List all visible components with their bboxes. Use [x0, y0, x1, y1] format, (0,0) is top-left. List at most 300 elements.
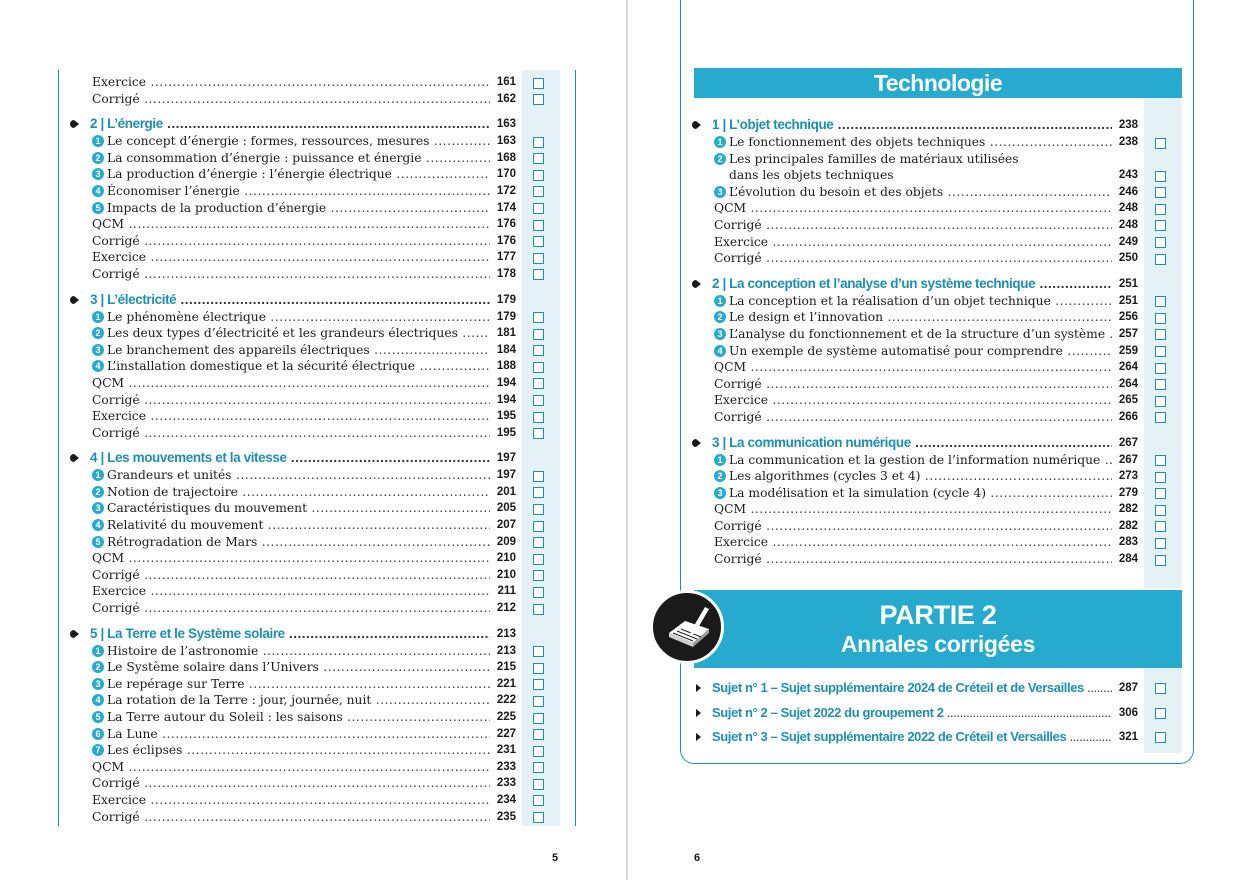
section-title — [712, 434, 1112, 452]
page-number: 273 — [1118, 470, 1138, 483]
checkbox[interactable] — [1155, 396, 1166, 407]
checkbox[interactable] — [1155, 505, 1166, 516]
entry-label — [92, 583, 490, 600]
checkbox[interactable] — [533, 236, 544, 247]
checkbox[interactable] — [1155, 187, 1166, 198]
checkbox[interactable] — [1155, 237, 1166, 248]
section-bullet-icon — [696, 733, 701, 741]
entry-text: La communication et la gestion de l’information numérique — [729, 452, 1101, 467]
toc-entry[interactable] — [74, 600, 554, 617]
page-number: 238 — [1118, 136, 1138, 148]
entry-label — [714, 485, 1112, 502]
entry-label — [714, 534, 1112, 551]
toc-entry[interactable] — [74, 375, 554, 392]
chapter-number-badge: 4 — [92, 185, 104, 197]
annale-title: Sujet n° 2 – Sujet 2022 du groupement 2 ..... — [712, 703, 1112, 723]
checkbox[interactable] — [533, 170, 544, 181]
section-bullet-icon — [74, 120, 79, 128]
page-number: 221 — [496, 677, 516, 690]
toc-entry[interactable] — [74, 500, 554, 517]
chapter-number-badge: 2 — [92, 486, 104, 498]
part-title: PARTIE 2 — [879, 600, 997, 630]
part-banner — [694, 590, 1182, 668]
chapter-number-badge: 1 — [714, 454, 726, 466]
entry-label — [714, 343, 1112, 360]
page-number: 210 — [496, 568, 516, 581]
checkbox[interactable] — [1155, 732, 1166, 743]
entry-label — [714, 409, 1112, 426]
entry-text: 5 | La Terre et le Système solaire — [90, 625, 285, 641]
toc-entry[interactable] — [696, 359, 1176, 376]
entry-text: Le branchement des appareils électriques — [107, 342, 370, 357]
toc-entry[interactable] — [696, 376, 1176, 393]
page-number: 168 — [496, 151, 516, 164]
chapter-number-badge: 1 — [92, 645, 104, 657]
page-number: 265 — [1118, 394, 1138, 407]
entry-label — [92, 759, 490, 776]
toc-entry[interactable] — [696, 534, 1176, 551]
toc-entry[interactable] — [74, 583, 554, 600]
entry-label — [92, 709, 490, 726]
checkbox[interactable] — [1155, 455, 1166, 466]
toc-entry[interactable] — [74, 567, 554, 584]
checkbox[interactable] — [1155, 204, 1166, 215]
page-number: 283 — [1118, 536, 1138, 549]
page-number: 264 — [1118, 377, 1138, 390]
entry-text: Les éclipses — [107, 743, 183, 758]
checkbox[interactable] — [1155, 379, 1166, 390]
toc-entry[interactable] — [696, 551, 1176, 568]
page-number: 170 — [496, 168, 516, 181]
page-number: 205 — [496, 502, 516, 515]
checkbox[interactable] — [533, 554, 544, 565]
section-heading[interactable] — [74, 115, 554, 133]
toc-entry[interactable] — [74, 550, 554, 567]
entry-text: 4 | Les mouvements et la vitesse — [90, 450, 287, 466]
toc-entry[interactable] — [74, 643, 554, 660]
entry-label — [714, 359, 1112, 376]
entry-label — [92, 249, 490, 266]
toc-entry[interactable] — [74, 517, 554, 534]
chapter-number-badge: 2 — [92, 152, 104, 164]
chapter-number-badge: 3 — [714, 328, 726, 340]
checkbox[interactable] — [1155, 538, 1166, 549]
toc-entry[interactable] — [696, 501, 1176, 518]
entry-label — [714, 184, 1112, 201]
entry-text: Corrigé — [714, 251, 762, 266]
checkbox[interactable] — [533, 378, 544, 389]
section-bullet-icon — [696, 121, 701, 129]
entry-text: Corrigé — [92, 567, 140, 582]
checkbox[interactable] — [533, 812, 544, 823]
checkbox[interactable] — [1155, 488, 1166, 499]
chapter-number-badge: 4 — [92, 519, 104, 531]
entry-label — [92, 425, 490, 442]
checkbox[interactable] — [533, 537, 544, 548]
toc-entry[interactable] — [74, 709, 554, 726]
entry-text: Économiser l’énergie — [107, 183, 240, 198]
section-bullet-icon — [74, 454, 79, 462]
chapter-number-badge: 2 — [714, 470, 726, 482]
chapter-number-badge: 4 — [714, 345, 726, 357]
chapter-number-badge: 3 — [92, 168, 104, 180]
page-number: 243 — [1118, 169, 1138, 182]
toc-entry[interactable] — [74, 249, 554, 266]
toc-entry[interactable] — [74, 358, 554, 375]
toc-entry — [696, 151, 1176, 168]
chapter-number-badge: 4 — [92, 360, 104, 372]
entry-text: QCM — [92, 217, 125, 232]
page-number: 231 — [496, 744, 516, 757]
toc-entry[interactable] — [74, 408, 554, 425]
checkbox[interactable] — [533, 269, 544, 280]
chapter-number-badge: 7 — [92, 744, 104, 756]
entry-text: Exercice — [714, 535, 769, 550]
page-number: 211 — [497, 585, 516, 598]
entry-label — [92, 133, 490, 150]
entry-label — [714, 518, 1112, 535]
entry-text: Corrigé — [714, 552, 762, 567]
section-heading[interactable] — [696, 275, 1176, 293]
checkbox[interactable] — [533, 587, 544, 598]
toc-entry[interactable] — [74, 74, 554, 91]
toc-entry[interactable] — [696, 343, 1176, 360]
entry-text: Grandeurs et unités — [107, 468, 232, 483]
toc-entry[interactable] — [74, 266, 554, 283]
toc-entry[interactable] — [74, 166, 554, 183]
table-of-contents-right — [696, 108, 1176, 568]
checkbox[interactable] — [533, 504, 544, 515]
section-heading[interactable] — [696, 434, 1176, 452]
page-number: 179 — [496, 310, 516, 323]
page-number: 284 — [1118, 553, 1138, 566]
toc-entry[interactable] — [696, 518, 1176, 535]
entry-text: Exercice — [714, 234, 769, 249]
chapter-number-badge: 5 — [92, 536, 104, 548]
entry-text: La conception et la réalisation d’un objet technique — [729, 293, 1051, 308]
checkbox[interactable] — [1155, 313, 1166, 324]
entry-text: dans les objets techniques — [729, 168, 894, 183]
page-number: 264 — [1118, 361, 1138, 374]
toc-entry[interactable] — [74, 392, 554, 409]
section-heading[interactable] — [696, 116, 1176, 134]
toc-entry[interactable] — [74, 467, 554, 484]
toc-entry[interactable] — [74, 534, 554, 551]
entry-text: QCM — [714, 201, 747, 216]
page-number: 181 — [496, 327, 516, 340]
toc-entry[interactable] — [74, 484, 554, 501]
checkbox[interactable] — [533, 729, 544, 740]
section-heading[interactable] — [74, 449, 554, 467]
checkbox[interactable] — [1155, 555, 1166, 566]
page-number: 249 — [1118, 235, 1138, 248]
page-number: 282 — [1118, 503, 1138, 516]
toc-entry[interactable] — [696, 309, 1176, 326]
chapter-number-badge: 3 — [92, 344, 104, 356]
entry-text: Exercice — [92, 75, 147, 89]
checkbox[interactable] — [533, 746, 544, 757]
entry-text: La rotation de la Terre : jour, journée, nuit — [107, 693, 372, 708]
entry-text: Exercice — [92, 584, 147, 599]
entry-label — [714, 452, 1112, 469]
entry-text: Les principales familles de matériaux utilisées — [729, 151, 1019, 166]
entry-label — [92, 534, 490, 551]
page-number: 176 — [496, 218, 516, 231]
chapter-number-badge: 3 — [714, 186, 726, 198]
toc-entry[interactable] — [74, 659, 554, 676]
entry-text: Caractéristiques du mouvement — [107, 501, 308, 516]
toc-entry[interactable] — [696, 134, 1176, 151]
part-subtitle: Annales corrigées — [840, 631, 1036, 657]
checkbox[interactable] — [533, 762, 544, 773]
checkbox[interactable] — [1155, 708, 1166, 719]
entry-label — [92, 500, 490, 517]
chapter-number-badge: 6 — [92, 728, 104, 740]
checkbox[interactable] — [1155, 363, 1166, 374]
checkbox[interactable] — [1155, 683, 1166, 694]
entry-text: 3 | La communication numérique — [712, 434, 911, 450]
entry-text: Le fonctionnement des objets techniques — [729, 135, 986, 149]
chapter-number-badge: 3 — [92, 502, 104, 514]
entry-label — [92, 392, 490, 409]
page-number: 267 — [1118, 453, 1138, 466]
page-number: 306 — [1118, 706, 1138, 719]
checkbox[interactable] — [1155, 254, 1166, 265]
annale-title: Sujet n° 3 – Sujet supplémentaire 2022 de Créteil et Versailles ..... — [712, 727, 1112, 747]
checkbox[interactable] — [533, 428, 544, 439]
entry-text: Corrigé — [92, 91, 140, 106]
toc-entry[interactable] — [74, 775, 554, 792]
toc-entry[interactable] — [696, 184, 1176, 201]
section-title — [712, 116, 1112, 134]
section-heading[interactable] — [74, 625, 554, 643]
toc-entry[interactable] — [74, 91, 554, 108]
chapter-number-badge: 4 — [92, 694, 104, 706]
toc-entry[interactable] — [74, 759, 554, 776]
toc-entry[interactable] — [74, 233, 554, 250]
section-title — [90, 449, 490, 467]
entry-text: Corrigé — [92, 809, 140, 824]
entry-label — [92, 517, 490, 534]
page-number: 233 — [496, 777, 516, 790]
entry-label — [714, 217, 1112, 234]
entry-text: QCM — [92, 551, 125, 566]
entry-text: Exercice — [714, 393, 769, 408]
entry-text: La Terre autour du Soleil : les saisons — [107, 710, 343, 724]
checkbox[interactable] — [1155, 521, 1166, 532]
page-number: 233 — [496, 760, 516, 773]
section-title — [712, 275, 1112, 293]
toc-entry[interactable] — [696, 468, 1176, 485]
entry-label — [92, 150, 490, 167]
annale-entry[interactable] — [696, 727, 1176, 752]
checkbox[interactable] — [1155, 138, 1166, 149]
annale-entry[interactable] — [696, 703, 1176, 728]
checkbox[interactable] — [533, 646, 544, 657]
annale-entry[interactable] — [696, 678, 1176, 703]
page-number: 248 — [1118, 218, 1138, 231]
toc-entry[interactable] — [74, 216, 554, 233]
checkbox[interactable] — [533, 412, 544, 423]
page-number: 194 — [496, 393, 516, 406]
page-number: 209 — [496, 535, 516, 548]
toc-entry[interactable] — [74, 309, 554, 326]
entry-label — [92, 484, 490, 501]
page-number: 238 — [1118, 119, 1138, 131]
chapter-number-badge: 5 — [92, 711, 104, 723]
entry-text: Exercice — [92, 792, 147, 807]
page-number: 212 — [496, 602, 516, 615]
checkbox[interactable] — [533, 220, 544, 231]
entry-text: Corrigé — [92, 392, 140, 407]
entry-label — [92, 342, 490, 359]
section-bullet-icon — [74, 296, 79, 304]
section-heading[interactable] — [74, 291, 554, 309]
checkbox[interactable] — [533, 795, 544, 806]
checkbox[interactable] — [1155, 472, 1166, 483]
entry-label — [92, 166, 490, 183]
checkbox[interactable] — [533, 604, 544, 615]
checkbox[interactable] — [533, 570, 544, 581]
checkbox[interactable] — [533, 137, 544, 148]
checkbox[interactable] — [533, 153, 544, 164]
section-title — [90, 625, 490, 643]
chapter-number-badge: 1 — [714, 295, 726, 307]
checkbox[interactable] — [533, 713, 544, 724]
toc-entry[interactable] — [74, 150, 554, 167]
entry-label — [92, 375, 490, 392]
entry-text: L’installation domestique et la sécurité électrique — [107, 359, 416, 374]
page-number: 172 — [496, 184, 516, 197]
page-number: 188 — [496, 360, 516, 373]
checkbox[interactable] — [1155, 346, 1166, 357]
toc-entry[interactable] — [74, 133, 554, 150]
entry-text: Un exemple de système automatisé pour comprendre — [729, 343, 1063, 358]
checkbox[interactable] — [533, 696, 544, 707]
entry-text: Le repérage sur Terre — [107, 676, 245, 691]
entry-label — [92, 692, 490, 709]
toc-entry[interactable] — [74, 425, 554, 442]
checkbox[interactable] — [1155, 171, 1166, 182]
entry-label — [714, 376, 1112, 393]
page-number: 177 — [496, 251, 516, 264]
checkbox[interactable] — [533, 203, 544, 214]
toc-entry[interactable] — [74, 742, 554, 759]
entry-text: QCM — [714, 502, 747, 517]
toc-entry — [696, 167, 1176, 184]
section-title — [90, 115, 490, 133]
toc-entry[interactable] — [696, 200, 1176, 217]
entry-text: Relativité du mouvement — [107, 518, 264, 533]
entry-text: Exercice — [92, 250, 147, 265]
checkbox[interactable] — [533, 362, 544, 373]
toc-entry[interactable] — [74, 726, 554, 743]
checkbox[interactable] — [533, 94, 544, 105]
toc-entry[interactable] — [74, 692, 554, 709]
checkbox[interactable] — [533, 663, 544, 674]
toc-entry[interactable] — [74, 342, 554, 359]
entry-text: Corrigé — [92, 233, 140, 248]
checkbox[interactable] — [1155, 296, 1166, 307]
entry-label — [92, 74, 490, 91]
checkbox[interactable] — [533, 78, 544, 89]
checkbox[interactable] — [533, 395, 544, 406]
toc-entry[interactable] — [74, 792, 554, 809]
toc-entry[interactable] — [696, 452, 1176, 469]
toc-entry[interactable] — [696, 293, 1176, 310]
checkbox[interactable] — [1155, 220, 1166, 231]
page-number: 250 — [1118, 252, 1138, 265]
checkbox[interactable] — [1155, 329, 1166, 340]
checkbox[interactable] — [533, 186, 544, 197]
chapter-number-badge: 2 — [92, 327, 104, 339]
checkbox[interactable] — [533, 253, 544, 264]
checkbox[interactable] — [1155, 412, 1166, 423]
pencil-notebook-icon — [650, 590, 724, 664]
checkbox[interactable] — [533, 679, 544, 690]
entry-text: 2 | L’énergie — [90, 116, 163, 132]
toc-entry[interactable] — [696, 485, 1176, 502]
toc-entry[interactable] — [696, 409, 1176, 426]
page-number: 179 — [496, 293, 516, 306]
toc-entry[interactable] — [74, 809, 554, 826]
page-number: 178 — [496, 267, 516, 280]
page-number: 197 — [496, 469, 516, 482]
checkbox[interactable] — [533, 487, 544, 498]
toc-entry[interactable] — [74, 183, 554, 200]
checkbox[interactable] — [533, 312, 544, 323]
entry-text: Notion de trajectoire — [107, 484, 238, 499]
entry-text: Le concept d’énergie : formes, ressources, mesures — [107, 134, 430, 149]
section-bullet-icon — [74, 630, 79, 638]
page-number: 235 — [496, 810, 516, 823]
entry-label — [92, 775, 490, 792]
entry-text: La production d’énergie : l’énergie électrique — [107, 167, 392, 182]
toc-entry[interactable] — [696, 250, 1176, 267]
toc-entry[interactable] — [696, 392, 1176, 409]
entry-text: L’évolution du besoin et des objets — [729, 184, 944, 199]
entry-label — [92, 183, 490, 200]
entry-label — [714, 234, 1112, 251]
section-title — [90, 291, 490, 309]
checkbox[interactable] — [533, 471, 544, 482]
section-bullet-icon — [696, 439, 701, 447]
chapter-number-badge: 1 — [92, 311, 104, 323]
toc-entry[interactable] — [696, 234, 1176, 251]
checkbox[interactable] — [533, 329, 544, 340]
checkbox[interactable] — [533, 779, 544, 790]
page-number: 194 — [496, 376, 516, 389]
entry-text: L’analyse du fonctionnement et de la structure d’un système — [729, 326, 1106, 341]
chapter-number-badge: 1 — [92, 469, 104, 481]
toc-entry[interactable] — [74, 676, 554, 693]
checkbox[interactable] — [533, 345, 544, 356]
entry-label — [714, 293, 1112, 310]
toc-entry[interactable] — [696, 326, 1176, 343]
page-number: 201 — [496, 485, 516, 498]
entry-text: QCM — [714, 360, 747, 375]
toc-entry[interactable] — [696, 217, 1176, 234]
entry-label — [714, 167, 1112, 184]
entry-label — [714, 250, 1112, 267]
entry-label — [92, 216, 490, 233]
entry-label — [92, 643, 490, 660]
checkbox[interactable] — [533, 521, 544, 532]
page-number: 222 — [496, 694, 516, 707]
toc-entry[interactable] — [74, 325, 554, 342]
toc-entry[interactable] — [74, 200, 554, 217]
entry-text: Rétrogradation de Mars — [107, 534, 258, 549]
